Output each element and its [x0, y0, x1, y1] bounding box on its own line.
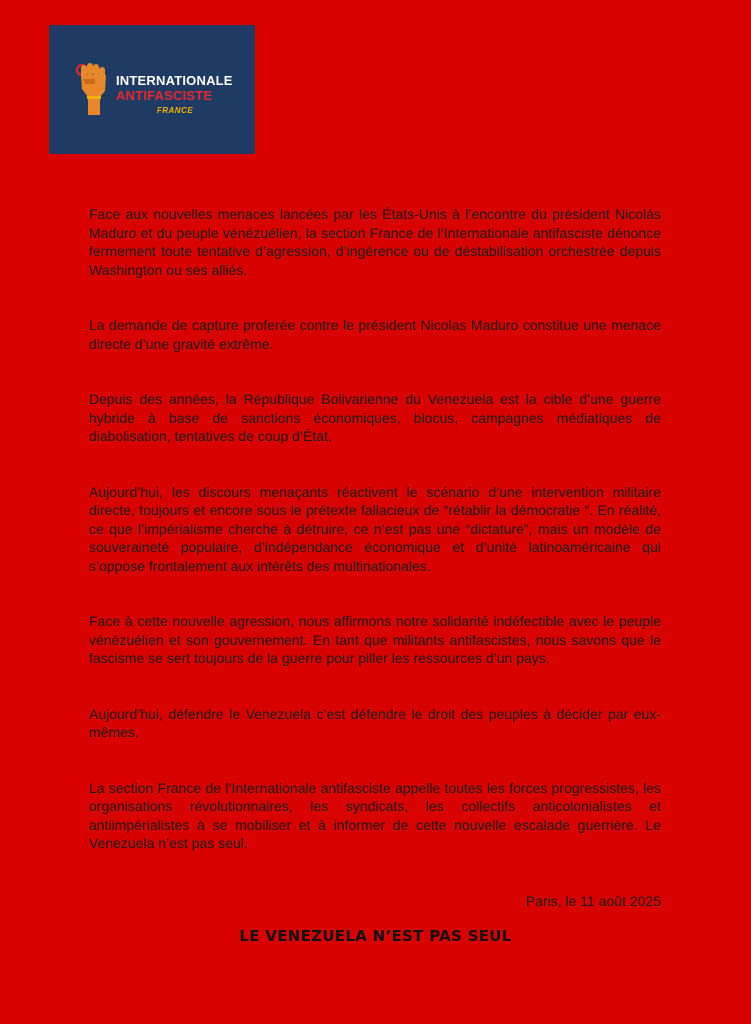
- paragraph-7: La section France de l’Internationale antifasciste appelle toutes les forces progressistes, les organisations révolutionnaires, les syndicats, les collectifs anticolonialistes et antiimpérialistes à se mobiliser et à informer de cette nouvelle escalade guerrière. Le Venezuela n’est pas seul.: [89, 779, 661, 851]
- raised-fist-icon: [75, 61, 111, 117]
- paragraph-6: Aujourd’hui, défendre le Venezuela c’est défendre le droit des peuples à décider par eux-mêmes.: [89, 705, 661, 740]
- date-line: Paris, le 11 août 2025: [525, 893, 661, 909]
- logo-line-3: FRANCE: [156, 106, 194, 115]
- paragraph-2: La demande de capture proferée contre le président Nicolas Maduro constitue une menace directe d’une gravité extrême.: [89, 317, 661, 352]
- closing-slogan: LE VENEZUELA N’EST PAS SEUL: [239, 927, 512, 945]
- paragraph-3: Depuis des années, la République Bolivarienne du Venezuela est la cible d’une guerre hybride à base de sanctions économiques, blocus, campagnes médiatiques de diabolisation, tentatives de coup d’État.: [89, 391, 661, 444]
- paragraph-4: Aujourd’hui, les discours menaçants réactivent le scénario d’une intervention militaire directe, toujours et encore sous le prétexte fallacieux de “rétablir la démocratie “. En réalité, ce que l’impérialisme cherche à détruire, ce n’est pas une “dictature”, mais un modèle de souveraineté populaire, d’indépendance économique et d’unité latinoaméricaine qui s’oppose frontalement aux intérêts des multinationales.: [89, 483, 661, 574]
- logo-line-2: ANTIFASCISTE: [116, 88, 213, 103]
- statement-body: [89, 205, 661, 853]
- paragraph-1: Face aux nouvelles menaces lancées par les États-Unis à l’encontre du président Nicolás Maduro et du peuple vénézuélien, la section France de l’Internationale antifasciste dénonce fermement toute tentative d’agression, d’ingérence ou de déstabilisation orchestrée depuis Washington ou ses alliés.: [89, 206, 661, 278]
- organization-logo: [49, 25, 255, 154]
- paragraph-5: Face à cette nouvelle agression, nous affirmons notre solidarité indéfectible avec le peuple vénézuélien et son gouvernement. En tant que militants antifascistes, nous savons que le fascisme se sert toujours de la guerre pour piller les ressources d’un pays.: [89, 613, 661, 666]
- logo-line-1: INTERNATIONALE: [116, 73, 233, 88]
